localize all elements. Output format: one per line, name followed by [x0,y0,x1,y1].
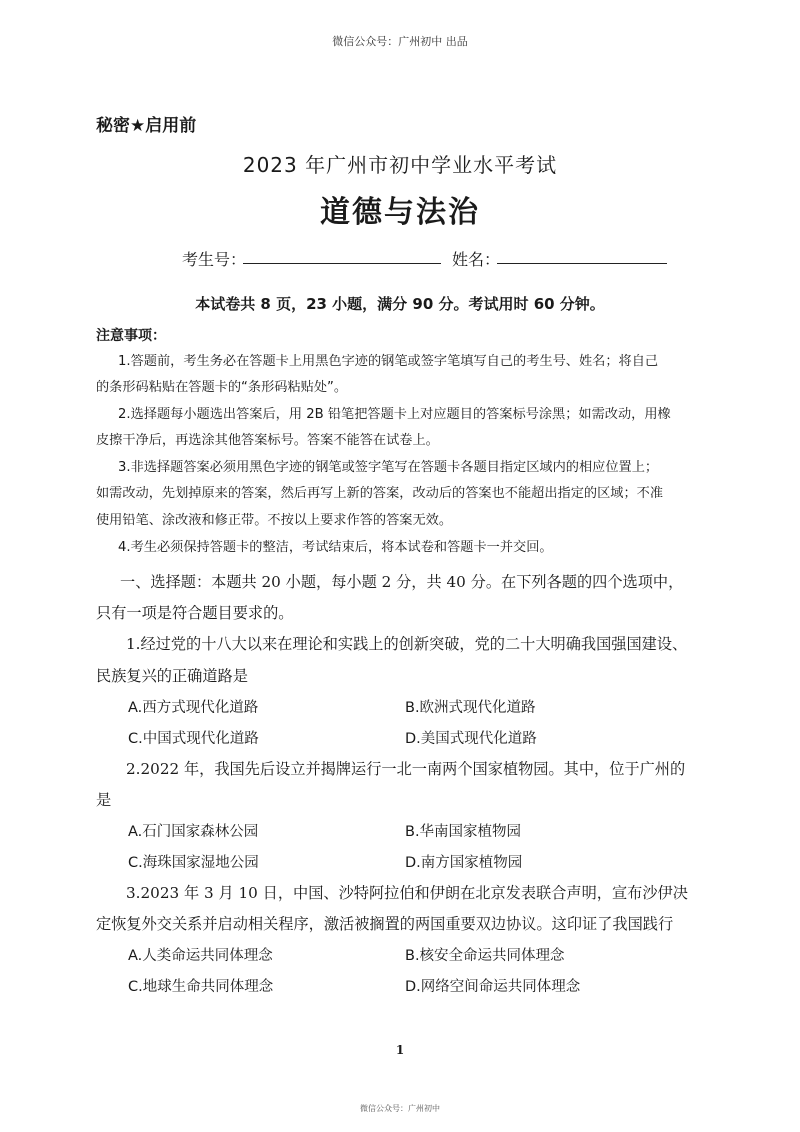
option-a: A.人类命运共同体理念 [128,948,273,964]
option-d: D.美国式现代化道路 [405,731,537,747]
exam-title: 2023 年广州市初中学业水平考试 [242,153,558,177]
note-line: 2.选择题每小题选出答案后，用 2B 铅笔把答题卡上对应题目的答案标号涂黑；如需改动，用橡 [118,407,671,422]
option-d: D.南方国家植物园 [405,855,523,871]
note-line: 的条形码粘贴在答题卡的“条形码粘贴处”。 [96,380,348,395]
note-line: 如需改动，先划掉原来的答案，然后再写上新的答案，改动后的答案也不能超出指定的区域；不准 [96,486,664,501]
notes-title: 注意事项： [96,328,166,344]
name-line [497,263,667,264]
option-c: C.地球生命共同体理念 [128,979,274,995]
note-line: 使用铅笔、涂改液和修正带。不按以上要求作答的答案无效。 [96,513,453,528]
note-line: 1.答题前，考生务必在答题卡上用黑色字迹的钢笔或签字笔填写自己的考生号、姓名；将自己 [118,354,659,369]
exam-info: 本试卷共 8 页，23 小题，满分 90 分。考试用时 60 分钟。 [195,295,605,313]
option-c: C.海珠国家湿地公园 [128,855,259,871]
question-stem: 1.经过党的十八大以来在理论和实践上的创新突破，党的二十大明确我国强国建设、 [126,635,688,653]
section-heading-cont: 只有一项是符合题目要求的。 [96,604,294,622]
option-a: A.西方式现代化道路 [128,700,259,716]
question-stem: 3.2023 年 3 月 10 日，中国、沙特阿拉伯和伊朗在北京发表联合声明，宣布沙伊决 [126,884,688,902]
name-label: 姓名： [452,250,501,269]
option-b: B.华南国家植物园 [405,824,522,840]
section-heading: 一、选择题：本题共 20 小题，每小题 2 分，共 40 分。在下列各题的四个选项中， [120,573,684,591]
question-stem: 民族复兴的正确道路是 [96,667,248,685]
subject-title: 道德与法治 [320,195,480,230]
question-stem: 定恢复外交关系并启动相关程序，激活被搁置的两国重要双边协议。这印证了我国践行 [96,915,674,933]
option-d: D.网络空间命运共同体理念 [405,979,581,995]
option-c: C.中国式现代化道路 [128,731,259,747]
option-a: A.石门国家森林公园 [128,824,259,840]
header-watermark: 微信公众号：广州初中 出品 [332,35,468,48]
option-b: B.欧洲式现代化道路 [405,700,536,716]
note-line: 4.考生必须保持答题卡的整洁，考试结束后，将本试卷和答题卡一并交回。 [118,540,553,555]
page-number: 1 [395,1043,405,1057]
note-line: 3.非选择题答案必须用黑色字迹的钢笔或签字笔写在答题卡各题目指定区域内的相应位置上； [118,460,659,475]
footer-watermark: 微信公众号：广州初中 [360,1104,440,1113]
secret-label: 秘密★启用前 [96,116,197,136]
option-b: B.核安全命运共同体理念 [405,948,565,964]
exam-number-line [243,263,441,264]
question-stem: 是 [96,791,112,809]
note-line: 皮擦干净后，再选涂其他答案标号。答案不能答在试卷上。 [96,433,439,448]
question-stem: 2.2022 年，我国先后设立并揭牌运行一北一南两个国家植物园。其中，位于广州的 [126,760,686,778]
exam-number-label: 考生号： [182,250,247,269]
